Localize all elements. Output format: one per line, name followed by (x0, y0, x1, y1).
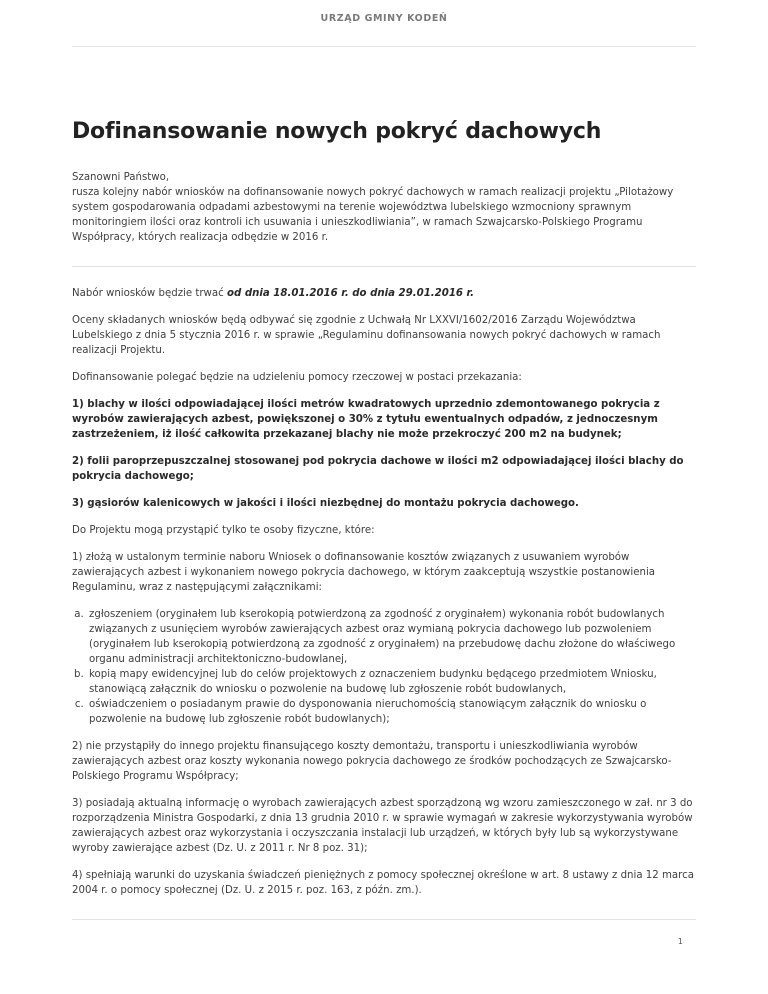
intro-text: rusza kolejny nabór wniosków na dofinansowanie nowych pokryć dachowych w ramach realizacji projektu „Pilotażowy system gospodarowania odpadami azbestowymi na terenie województwa lubelskiego wzmocniony sprawnym monitoringiem ilości oraz kontroli ich usuwania i unieszkodliwiania”, w ramach Szwajcarsko-Polskiego Programu Współpracy, których realizacja odbędzie w 2016 r. (72, 187, 674, 243)
funding-item-1: 1) blachy w ilości odpowiadającej ilości metrów kwadratowych uprzednio zdemontowanego pokrycia z wyrobów zawierających azbest, powiększonej o 30% z tytułu ewentualnych odpadów, z jednoczesnym zastrzeżeniem, iż ilość całkowita przekazanej blachy nie może przekroczyć 200 m2 na budynek; (72, 399, 660, 440)
intro-paragraph (72, 170, 696, 245)
page-header (72, 0, 696, 47)
funding-item-2: 2) folii paroprzepuszczalnej stosowanej pod pokrycia dachowe w ilości m2 odpowiadającej ilości blachy do pokrycia dachowego; (72, 456, 684, 482)
footer-divider (72, 919, 696, 920)
condition-2: 2) nie przystąpiły do innego projektu finansującego koszty demontażu, transportu i unieszkodliwiania wyrobów zawierających azbest oraz koszty wykonania nowego pokrycia dachowego ze środków pochodzących ze Szwajcarsko-Polskiego Programu Współpracy; (72, 741, 672, 782)
dates-paragraph (72, 286, 696, 301)
greeting: Szanowni Państwo, (72, 172, 170, 183)
divider (72, 266, 696, 267)
condition-4: 4) spełniają warunki do uzyskania świadczeń pieniężnych z pomocy społecznej określone w art. 8 ustawy z dnia 12 marca 2004 r. o pomocy społecznej (Dz. U. z 2015 r. poz. 163, z późn. zm.). (72, 870, 694, 896)
list-item: c. oświadczeniem o posiadanym prawie do dysponowania nieruchomością stanowiącym załącznik do wniosku o pozwolenie na budowę lub zgłoszenie robót budowlanych); (87, 697, 696, 727)
header-title: URZĄD GMINY KODEŃ (320, 13, 448, 24)
list-item: a. zgłoszeniem (oryginałem lub kserokopią potwierdzoną za zgodność z oryginałem) wykonania robót budowlanych związanych z usunięciem wyrobów zawierających azbest oraz wymianą pokrycia dachowego lub pozwoleniem (oryginałem lub kserokopią potwierdzoną za zgodność z oryginałem) na przebudowę dachu złożone do właściwego organu administracji architektoniczno-budowlanej, (87, 607, 696, 667)
document-content (72, 118, 696, 898)
condition-3: 3) posiadają aktualną informację o wyrobach zawierających azbest sporządzoną wg wzoru zamieszczonego w zał. nr 3 do rozporządzenia Ministra Gospodarki, z dnia 13 grudnia 2010 r. w sprawie wymagań w zakresie wykorzystywania wyrobów zawierających azbest oraz wykorzystania i oczyszczania instalacji lub urządzeń, w których były lub są wykorzystywane wyroby zawierające azbest (Dz. U. z 2011 r. Nr 8 poz. 31); (72, 798, 693, 854)
dates-value: od dnia 18.01.2016 r. do dnia 29.01.2016 r. (226, 288, 474, 299)
eligibility-paragraph: Do Projektu mogą przystąpić tylko te osoby fizyczne, które: (72, 525, 375, 536)
attachments-list (72, 607, 696, 727)
dates-prefix: Nabór wniosków będzie trwać (72, 288, 227, 299)
funding-paragraph: Dofinansowanie polegać będzie na udzieleniu pomocy rzeczowej w postaci przekazania: (72, 372, 522, 383)
page-number: 1 (677, 937, 683, 946)
condition-1: 1) złożą w ustalonym terminie naboru Wniosek o dofinansowanie kosztów związanych z usuwaniem wyrobów zawierających azbest i wykonaniem nowego pokrycia dachowego, w którym zaakceptują wszystkie postanowienia Regulaminu, wraz z następującymi załącznikami: (72, 552, 656, 593)
page-title: Dofinansowanie nowych pokryć dachowych (72, 119, 602, 144)
funding-item-3: 3) gąsiorów kalenicowych w jakości i ilości niezbędnej do montażu pokrycia dachowego. (72, 498, 579, 509)
list-item: b. kopią mapy ewidencyjnej lub do celów projektowych z oznaczeniem budynku będącego przedmiotem Wniosku, stanowiącą załącznik do wniosku o pozwolenie na budowę lub zgłoszenie robót budowlanych, (87, 667, 696, 697)
evaluation-paragraph: Oceny składanych wniosków będą odbywać się zgodnie z Uchwałą Nr LXXVI/1602/2016 Zarządu Województwa Lubelskiego z dnia 5 stycznia 2016 r. w sprawie „Regulaminu dofinansowania nowych pokryć dachowych w ramach realizacji Projektu. (72, 315, 661, 356)
